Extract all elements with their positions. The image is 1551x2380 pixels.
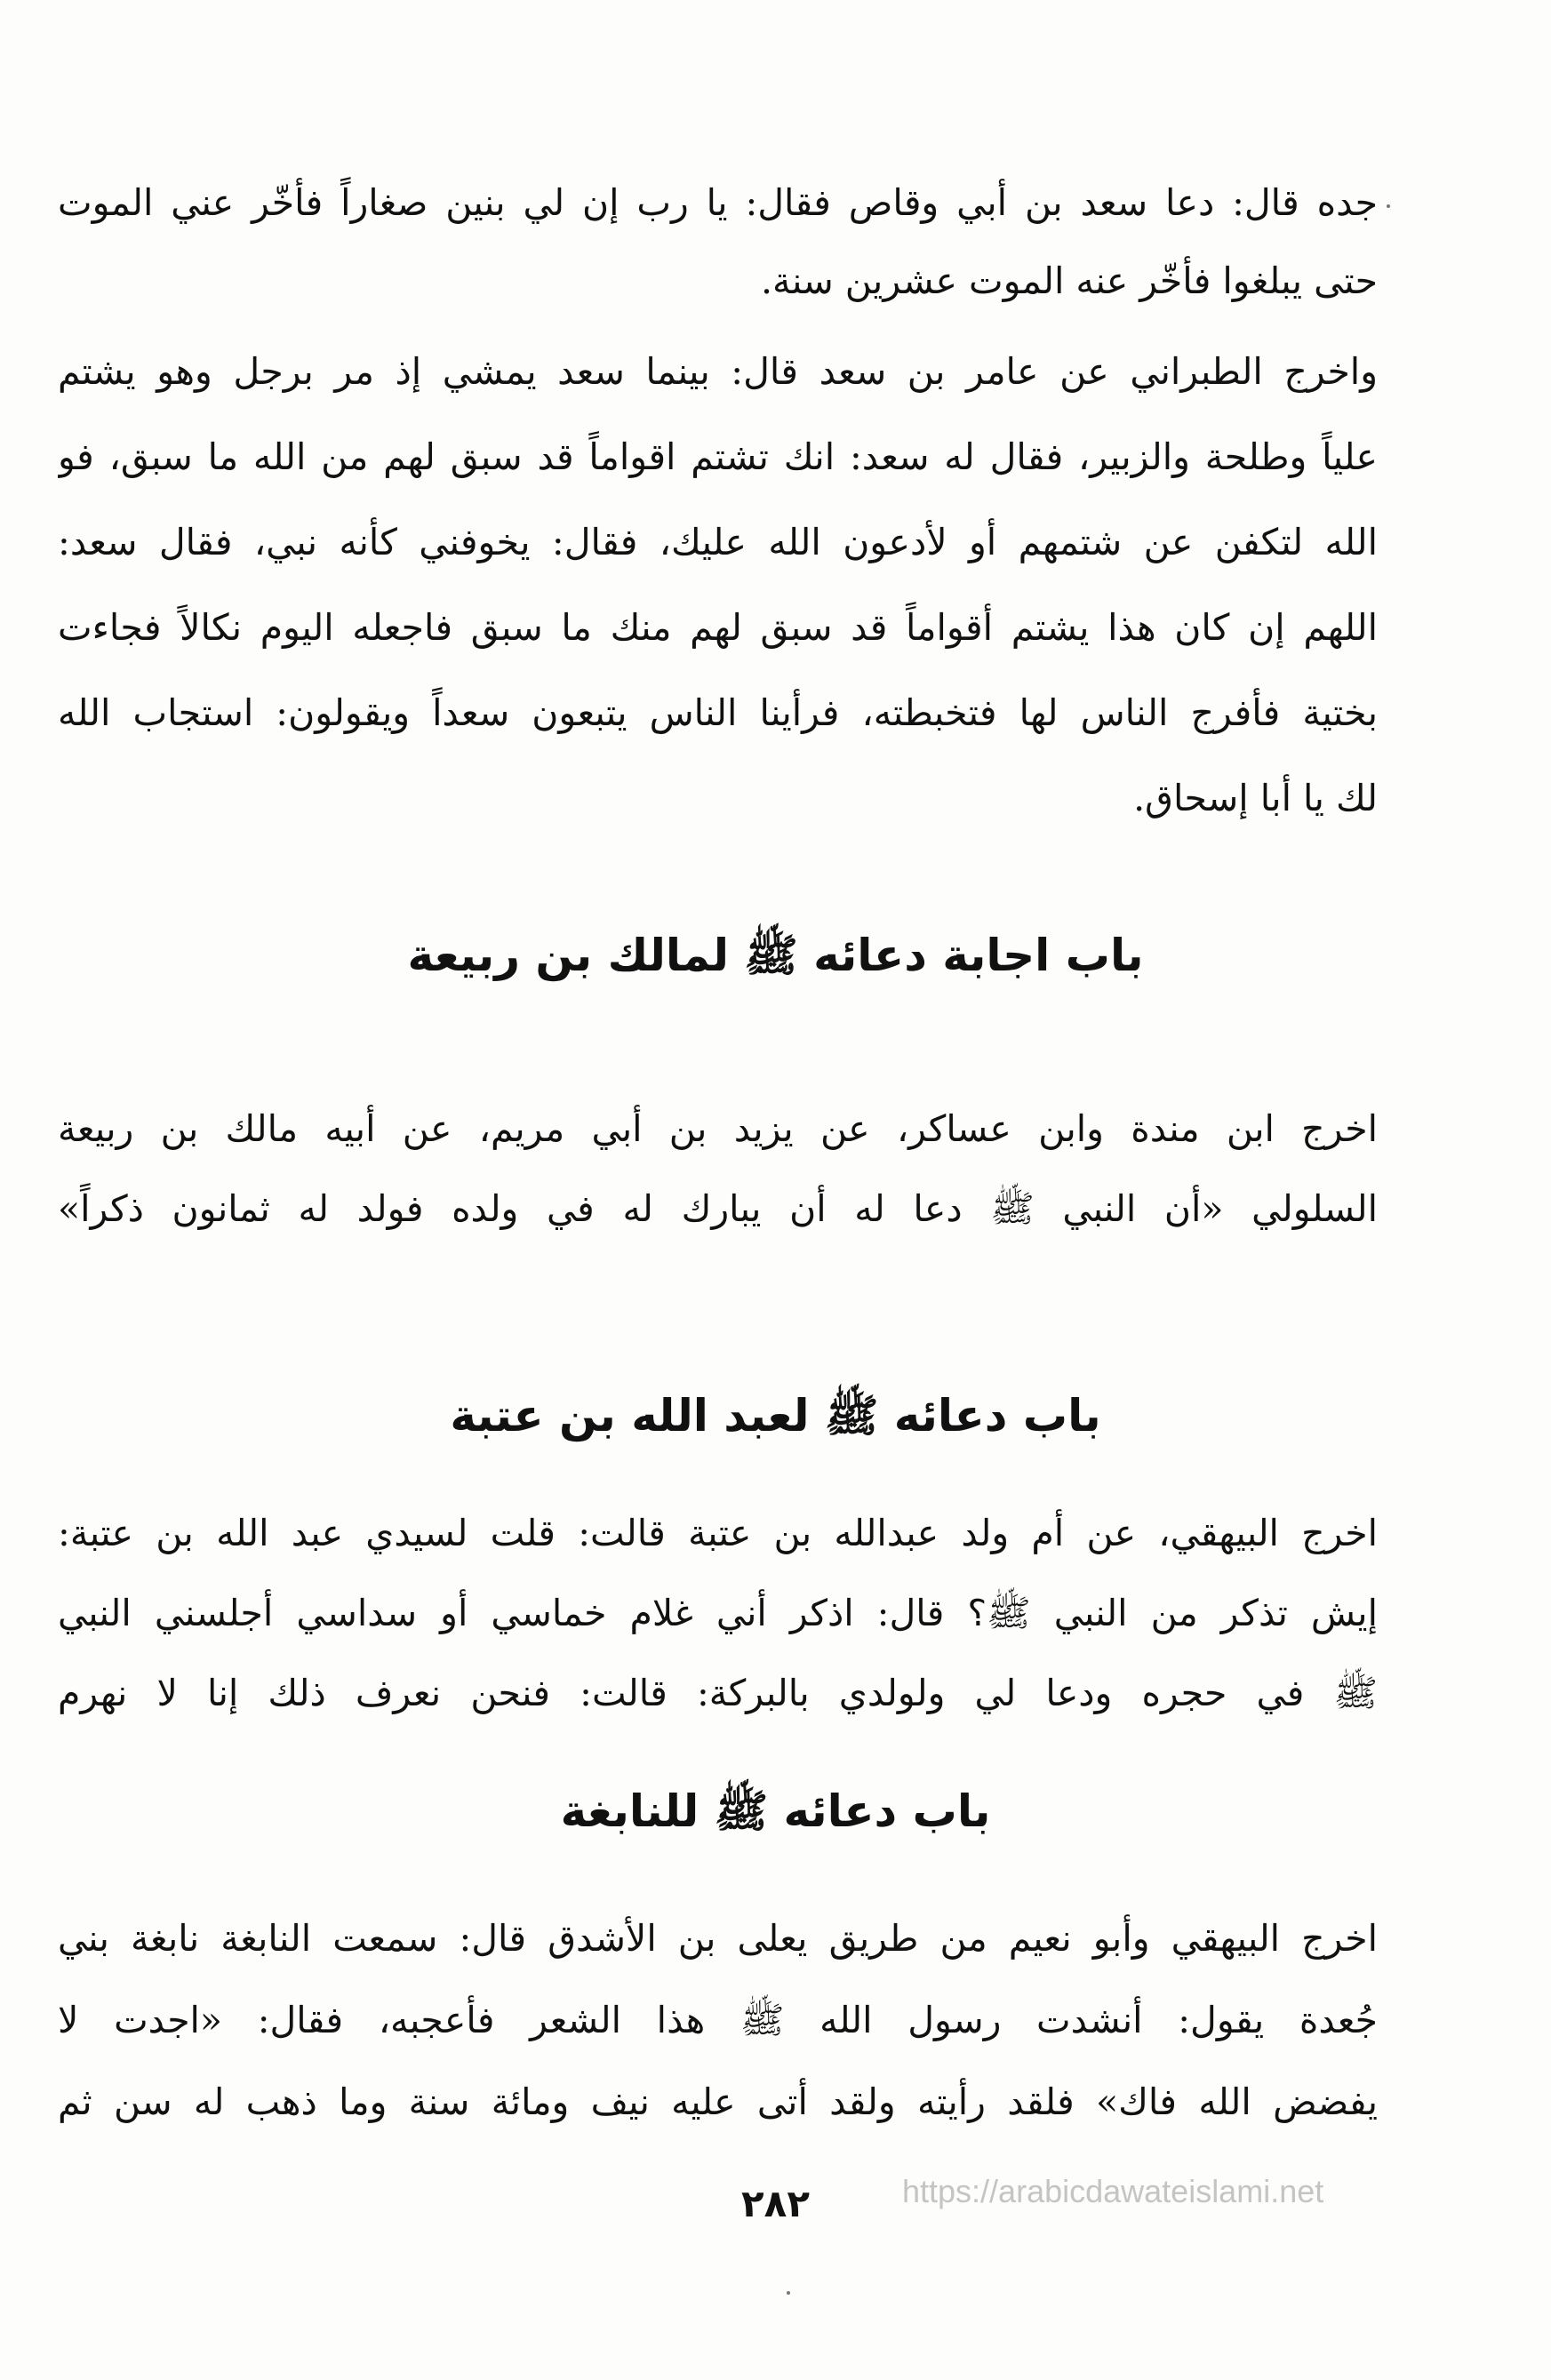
text-line: جده قال: دعا سعد بن أبي وقاص فقال: يا رب إن لي بنين صغاراً فأخّر عني الموت xyxy=(58,181,1378,224)
paragraph-nabigha xyxy=(58,1897,1378,2143)
text-line: حتى يبلغوا فأخّر عنه الموت عشرين سنة. xyxy=(760,260,1378,302)
paragraph-malik xyxy=(58,1089,1378,1249)
text-line: اخرج ابن مندة وابن عساكر، عن يزيد بن أبي مريم، عن أبيه مالك بن ربيعة xyxy=(58,1107,1378,1150)
section-heading-nabigha: باب دعائه ﷺ للنابغة xyxy=(560,1785,991,1837)
text-line: ﷺ في حجره ودعا لي ولولدي بالبركة: قالت: فنحن نعرف ذلك إنا لا نهرم xyxy=(58,1672,1378,1714)
paragraph-abdullah xyxy=(58,1493,1378,1733)
text-line: يفضض الله فاك» فلقد رأيته ولقد أتى عليه نيف ومائة سنة وما ذهب له سن ثم xyxy=(58,2081,1378,2123)
text-line: بختية فأفرج الناس لها فتخبطته، فرأينا الناس يتبعون سعداً ويقولون: استجاب الله xyxy=(58,691,1378,734)
section-heading-abdullah: باب دعائه ﷺ لعبد الله بن عتبة xyxy=(450,1390,1101,1442)
scan-speck xyxy=(1387,204,1390,208)
page-number: ٢٨٢ xyxy=(741,2182,810,2225)
section-heading-malik: باب اجابة دعائه ﷺ لمالك بن ربيعة xyxy=(407,930,1144,981)
text-line: جُعدة يقول: أنشدت رسول الله ﷺ هذا الشعر فأعجبه، فقال: «اجدت لا xyxy=(58,1999,1378,2041)
text-line: اللهم إن كان هذا يشتم أقواماً قد سبق لهم منك ما سبق فاجعله اليوم نكالاً فجاءت xyxy=(58,606,1378,649)
paragraph-sad-longevity xyxy=(58,160,1378,323)
watermark-url: https://arabicdawateislami.net xyxy=(902,2173,1324,2209)
text-line: واخرج الطبراني عن عامر بن سعد قال: بينما سعد يمشي إذ مر برجل وهو يشتم xyxy=(58,350,1378,393)
paragraph-sad-curse xyxy=(58,329,1378,841)
text-line: علياً وطلحة والزبير، فقال له سعد: انك تشتم اقواماً قد سبق لهم من الله ما سبق، فو xyxy=(58,435,1378,478)
text-line: السلولي «أن النبي ﷺ دعا له أن يبارك له في ولده فولد له ثمانون ذكراً» xyxy=(58,1187,1378,1230)
text-line: اخرج البيهقي، عن أم ولد عبدالله بن عتبة قالت: قلت لسيدي عبد الله بن عتبة: xyxy=(58,1512,1378,1554)
text-line: لك يا أبا إسحاق. xyxy=(1133,777,1378,819)
text-line: إيش تذكر من النبي ﷺ؟ قال: اذكر أني غلام خماسي أو سداسي أجلسني النبي xyxy=(58,1592,1378,1634)
text-line: الله لتكفن عن شتمهم أو لأدعون الله عليك، فقال: يخوفني كأنه نبي، فقال سعد: xyxy=(58,521,1378,563)
scan-speck xyxy=(787,2291,790,2295)
text-line: اخرج البيهقي وأبو نعيم من طريق يعلى بن الأشدق قال: سمعت النابغة نابغة بني xyxy=(58,1917,1378,1960)
